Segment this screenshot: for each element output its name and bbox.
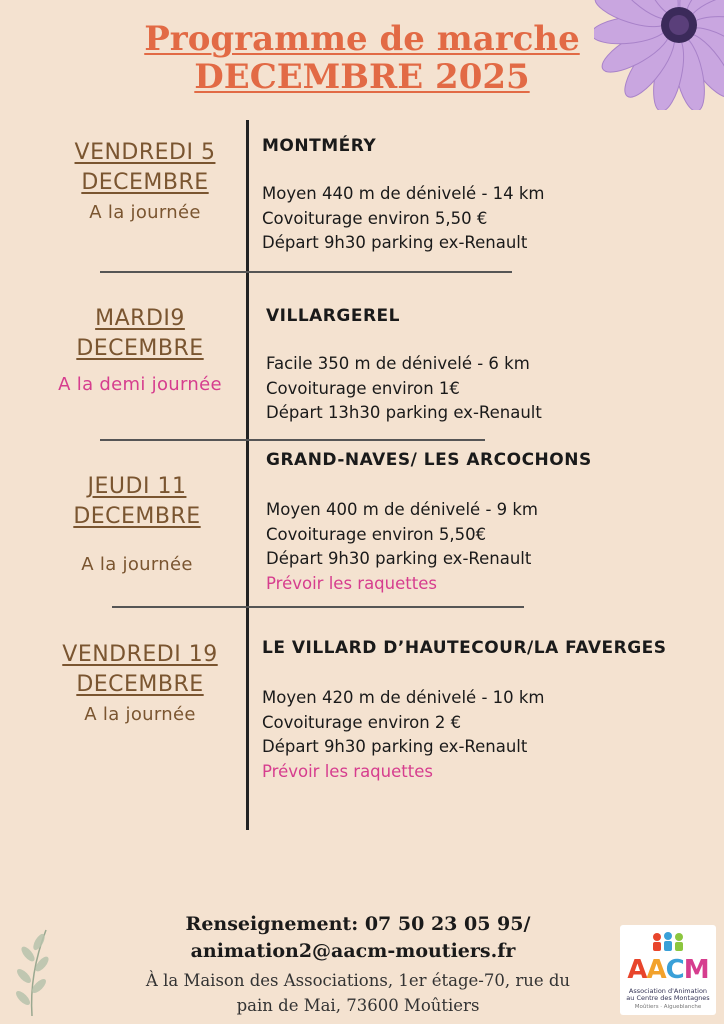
event-month: DECEMBRE [73, 504, 201, 529]
event-duration: A la journée [84, 704, 196, 725]
title-line-1: Programme de marche [144, 19, 580, 59]
page-title [0, 20, 724, 96]
event-date [22, 472, 252, 532]
logo-location: Moûtiers · Aigueblanche [634, 1004, 702, 1010]
event-date [25, 640, 255, 700]
event-note: Prévoir les raquettes [266, 573, 437, 593]
event-difficulty: Moyen 420 m de dénivelé - 10 km [262, 688, 545, 707]
address-line-1: À la Maison des Associations, 1er étage-70, rue du [145, 971, 571, 990]
event-date [30, 138, 260, 198]
event-duration: A la journée [89, 202, 201, 223]
event-carpool: Covoiturage environ 5,50 € [262, 208, 488, 228]
event-duration: A la journée [81, 554, 193, 575]
event-day: MARDI9 [95, 306, 185, 331]
event-duration: A la demi journée [58, 374, 222, 395]
event-carpool: Covoiturage environ 5,50€ [266, 524, 487, 544]
logo-name: AACM [627, 955, 709, 985]
event-difficulty: Facile 350 m de dénivelé - 6 km [266, 354, 530, 373]
logo-tagline: Association d'Animation au Centre des Montagnes [626, 987, 710, 1002]
event-departure: Départ 9h30 parking ex-Renault [262, 737, 528, 756]
address-line-2: pain de Mai, 73600 Moûtiers [236, 996, 480, 1015]
event-details [266, 352, 542, 426]
event-carpool: Covoiturage environ 2 € [262, 712, 462, 732]
event-place: LE VILLARD D’HAUTECOUR/LA FAVERGES [262, 638, 667, 658]
logo-figures-icon [650, 931, 686, 953]
event-place: MONTMÉRY [262, 136, 377, 156]
event-details [262, 182, 545, 256]
event-place: GRAND-NAVES/ LES ARCOCHONS [266, 450, 592, 470]
event-month: DECEMBRE [81, 170, 209, 195]
event-month: DECEMBRE [76, 672, 204, 697]
event-date [25, 304, 255, 364]
contact-email[interactable]: animation2@aacm-moutiers.fr [190, 940, 516, 962]
event-difficulty: Moyen 440 m de dénivelé - 14 km [262, 184, 545, 203]
event-carpool: Covoiturage environ 1€ [266, 378, 460, 398]
event-place: VILLARGEREL [266, 306, 400, 326]
event-day: VENDREDI 5 [74, 140, 216, 165]
event-departure: Départ 13h30 parking ex-Renault [266, 403, 542, 422]
section-divider [112, 606, 524, 608]
section-divider [100, 439, 485, 441]
event-day: JEUDI 11 [87, 474, 187, 499]
event-departure: Départ 9h30 parking ex-Renault [262, 233, 528, 252]
aacm-logo-icon [620, 925, 716, 1015]
event-departure: Départ 9h30 parking ex-Renault [266, 549, 532, 568]
event-month: DECEMBRE [76, 336, 204, 361]
footer [0, 911, 720, 1018]
event-details [266, 498, 538, 596]
event-details [262, 686, 545, 784]
event-difficulty: Moyen 400 m de dénivelé - 9 km [266, 500, 539, 519]
title-line-2: DECEMBRE 2025 [194, 57, 530, 97]
contact-phone: Renseignement: 07 50 23 05 95/ [185, 913, 531, 935]
event-note: Prévoir les raquettes [262, 761, 433, 781]
event-day: VENDREDI 19 [62, 642, 218, 667]
section-divider [100, 271, 512, 273]
